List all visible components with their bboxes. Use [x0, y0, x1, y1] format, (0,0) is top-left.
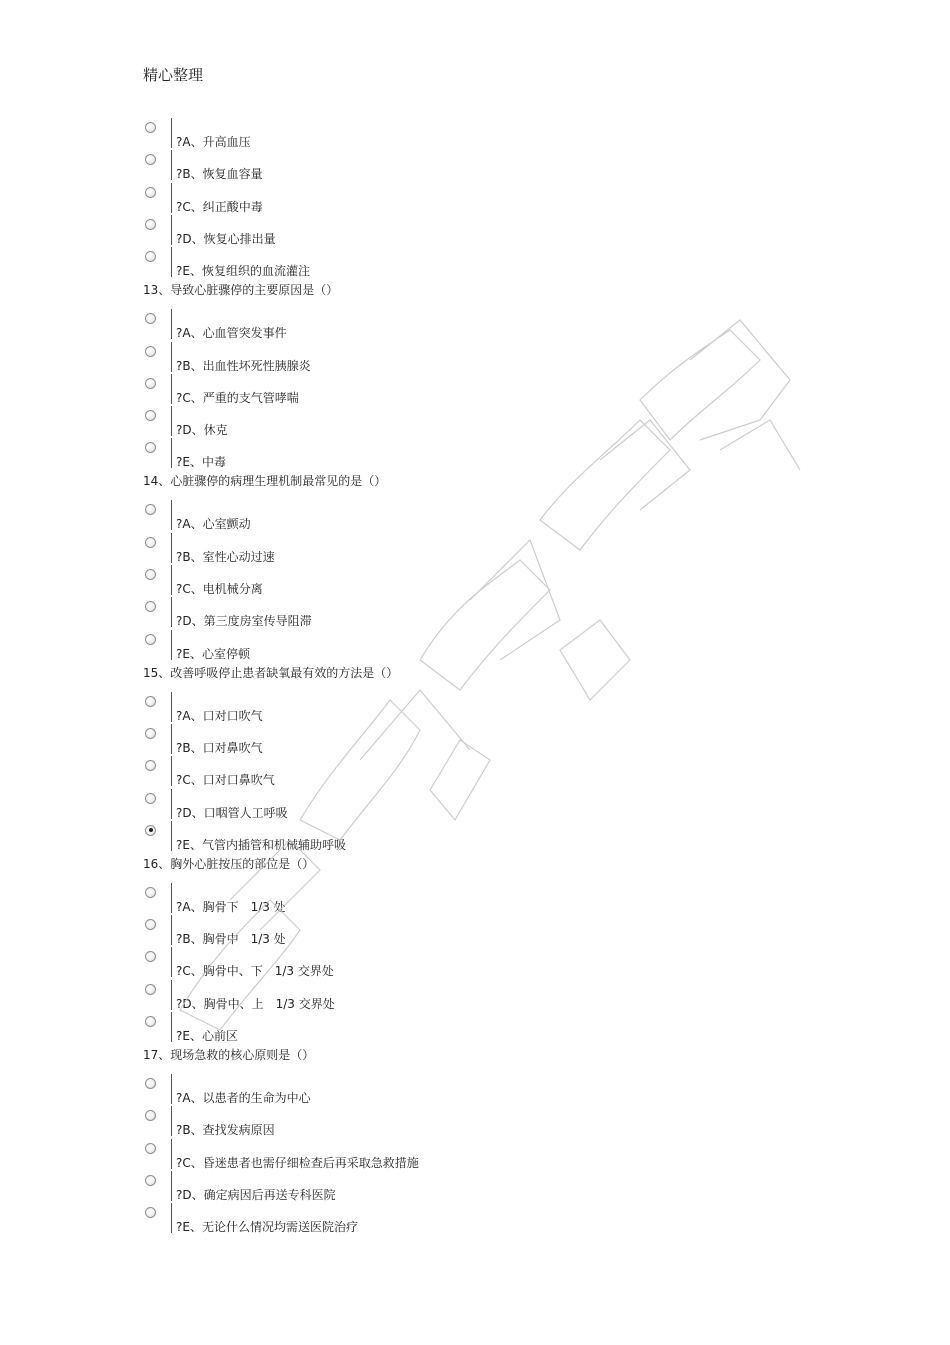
- radio-button[interactable]: [145, 1143, 156, 1154]
- option-label: ?E、心前区: [176, 1029, 238, 1043]
- option-row[interactable]: [143, 569, 663, 599]
- option-label: ?C、胸骨中、下 1/3 交界处: [176, 964, 334, 979]
- question-text: 17、现场急救的核心原则是（）: [143, 1048, 315, 1062]
- option-row[interactable]: [143, 951, 663, 981]
- option-divider: [171, 724, 172, 754]
- option-divider: [171, 533, 172, 563]
- option-label: ?A、心血管突发事件: [176, 326, 287, 341]
- radio-button[interactable]: [145, 919, 156, 930]
- option-label: ?C、严重的支气管哮喘: [176, 390, 299, 405]
- option-divider: [171, 438, 172, 468]
- option-row[interactable]: [143, 219, 663, 249]
- page-title: 精心整理: [143, 66, 204, 84]
- option-label: ?A、口对口吹气: [176, 708, 263, 723]
- question-text: 16、胸外心脏按压的部位是（）: [143, 856, 315, 871]
- option-row[interactable]: [143, 154, 663, 184]
- radio-button[interactable]: [145, 569, 156, 580]
- radio-button[interactable]: [145, 504, 156, 515]
- option-row[interactable]: [143, 187, 663, 217]
- option-label: ?E、心室停顿: [176, 646, 250, 661]
- radio-button[interactable]: [145, 728, 156, 739]
- option-label: ?B、口对鼻吹气: [176, 740, 263, 755]
- option-label: ?D、恢复心排出量: [176, 231, 276, 246]
- option-divider: [171, 1171, 172, 1201]
- option-label: ?A、心室颤动: [176, 517, 251, 532]
- option-row[interactable]: [143, 378, 663, 408]
- radio-button[interactable]: [145, 601, 156, 612]
- option-divider: [171, 309, 172, 339]
- option-divider: [171, 215, 172, 245]
- radio-button[interactable]: [145, 122, 156, 133]
- option-row[interactable]: [143, 251, 663, 281]
- radio-button[interactable]: [145, 1175, 156, 1186]
- option-row[interactable]: [143, 504, 663, 534]
- option-divider: [171, 821, 172, 851]
- option-row[interactable]: [143, 410, 663, 440]
- option-label: ?A、以患者的生命为中心: [176, 1091, 311, 1105]
- option-label: ?C、电机械分离: [176, 582, 263, 596]
- radio-button[interactable]: [145, 219, 156, 230]
- question-text: 13、导致心脏骤停的主要原因是（）: [143, 283, 339, 298]
- option-divider: [171, 597, 172, 627]
- option-label: ?D、确定病因后再送专科医院: [176, 1187, 336, 1202]
- radio-button[interactable]: [145, 346, 156, 357]
- radio-button[interactable]: [145, 313, 156, 324]
- radio-button[interactable]: [145, 187, 156, 198]
- option-label: ?A、升高血压: [176, 135, 251, 149]
- option-label: ?E、中毒: [176, 455, 226, 470]
- radio-button[interactable]: [145, 251, 156, 262]
- option-row[interactable]: [143, 887, 663, 917]
- radio-button[interactable]: [145, 537, 156, 548]
- option-row[interactable]: [143, 1110, 663, 1140]
- option-label: ?B、胸骨中 1/3 处: [176, 932, 286, 947]
- option-label: ?A、胸骨下 1/3 处: [176, 899, 286, 914]
- question-text: 15、改善呼吸停止患者缺氧最有效的方法是（）: [143, 665, 399, 680]
- option-divider: [171, 883, 172, 913]
- option-label: ?B、出血性坏死性胰腺炎: [176, 358, 311, 373]
- radio-button[interactable]: [145, 760, 156, 771]
- option-divider: [171, 500, 172, 530]
- option-row[interactable]: [143, 1016, 663, 1046]
- option-divider: [171, 1203, 172, 1233]
- option-row[interactable]: [143, 919, 663, 949]
- radio-button[interactable]: [145, 1207, 156, 1218]
- option-label: ?B、查找发病原因: [176, 1123, 275, 1138]
- option-row[interactable]: [143, 1175, 663, 1205]
- radio-button[interactable]: [145, 154, 156, 165]
- radio-button[interactable]: [145, 410, 156, 421]
- option-divider: [171, 1012, 172, 1042]
- option-label: ?C、昏迷患者也需仔细检查后再采取急救措施: [176, 1155, 419, 1170]
- option-row[interactable]: [143, 313, 663, 343]
- option-label: ?E、恢复组织的血流灌注: [176, 264, 310, 279]
- option-row[interactable]: [143, 696, 663, 726]
- question-text: 14、心脏骤停的病理生理机制最常见的是（）: [143, 474, 387, 489]
- option-row[interactable]: [143, 634, 663, 664]
- option-row[interactable]: [143, 1078, 663, 1108]
- option-divider: [171, 630, 172, 660]
- option-row[interactable]: [143, 760, 663, 790]
- option-row[interactable]: [143, 346, 663, 376]
- option-row[interactable]: [143, 537, 663, 567]
- radio-button[interactable]: [145, 696, 156, 707]
- option-label: ?B、室性心动过速: [176, 549, 275, 564]
- radio-button[interactable]: [145, 1110, 156, 1121]
- option-row[interactable]: [143, 1143, 663, 1173]
- option-divider: [171, 692, 172, 722]
- option-divider: [171, 980, 172, 1010]
- option-divider: [171, 342, 172, 372]
- option-row[interactable]: [143, 122, 663, 152]
- option-divider: [171, 915, 172, 945]
- option-label: ?E、气管内插管和机械辅助呼吸: [176, 837, 346, 852]
- option-label: ?D、口咽管人工呼吸: [176, 805, 288, 820]
- option-divider: [171, 374, 172, 404]
- option-divider: [171, 118, 172, 148]
- option-label: ?B、恢复血容量: [176, 167, 263, 182]
- option-divider: [171, 789, 172, 819]
- radio-button[interactable]: [145, 442, 156, 453]
- option-label: ?D、第三度房室传导阻滞: [176, 614, 312, 629]
- option-divider: [171, 183, 172, 213]
- radio-button[interactable]: [145, 793, 156, 804]
- option-divider: [171, 947, 172, 977]
- option-row[interactable]: [143, 1207, 663, 1237]
- option-label: ?C、口对口鼻吹气: [176, 773, 275, 788]
- radio-button[interactable]: [145, 1078, 156, 1089]
- option-divider: [171, 247, 172, 277]
- option-label: ?E、无论什么情况均需送医院治疗: [176, 1220, 358, 1235]
- radio-button-selected[interactable]: [145, 825, 156, 836]
- option-label: ?D、胸骨中、上 1/3 交界处: [176, 996, 335, 1011]
- option-row[interactable]: [143, 793, 663, 823]
- radio-button[interactable]: [145, 634, 156, 645]
- option-row[interactable]: [143, 601, 663, 631]
- radio-button[interactable]: [145, 951, 156, 962]
- option-label: ?D、休克: [176, 423, 228, 438]
- radio-button[interactable]: [145, 984, 156, 995]
- option-row[interactable]: [143, 442, 663, 472]
- radio-button[interactable]: [145, 1016, 156, 1027]
- option-divider: [171, 406, 172, 436]
- option-row[interactable]: [143, 825, 663, 855]
- option-divider: [171, 756, 172, 786]
- option-divider: [171, 1106, 172, 1136]
- option-divider: [171, 1074, 172, 1104]
- option-label: ?C、纠正酸中毒: [176, 199, 263, 214]
- option-row[interactable]: [143, 984, 663, 1014]
- option-row[interactable]: [143, 728, 663, 758]
- option-divider: [171, 565, 172, 595]
- radio-button[interactable]: [145, 887, 156, 898]
- option-divider: [171, 150, 172, 180]
- option-divider: [171, 1139, 172, 1169]
- radio-button[interactable]: [145, 378, 156, 389]
